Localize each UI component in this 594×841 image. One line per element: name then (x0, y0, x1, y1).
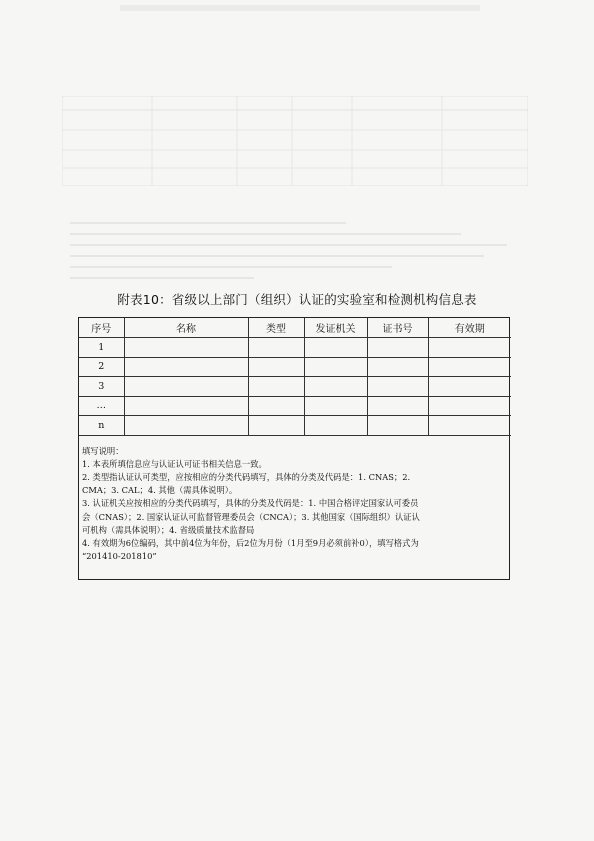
validity-cell[interactable] (428, 338, 511, 358)
note-line: 4. 有效期为6位编码，其中前4位为年份，后2位为月份（1月至9月必须前补0），填写格式为 (82, 537, 419, 548)
issuer-cell[interactable] (304, 338, 367, 358)
validity-cell[interactable] (428, 357, 511, 377)
type-cell[interactable] (248, 338, 304, 358)
table-row (79, 338, 511, 358)
col-header-index: 序号 (79, 318, 124, 338)
issuer-cell[interactable] (304, 396, 367, 416)
scan-bleed-table (62, 96, 528, 186)
note-line: CMA；3. CAL；4. 其他（需具体说明）。 (82, 485, 238, 496)
filling-instructions (79, 436, 509, 564)
type-cell[interactable] (248, 416, 304, 436)
row-index: n (79, 416, 124, 436)
col-header-cert-no: 证书号 (367, 318, 428, 338)
issuer-cell[interactable] (304, 416, 367, 436)
name-cell[interactable] (124, 416, 248, 436)
note-line: 3. 认证机关应按相应的分类代码填写，具体的分类及代码是：1. 中国合格评定国家认可委员 (82, 498, 419, 509)
validity-cell[interactable] (428, 377, 511, 397)
info-form (78, 317, 510, 580)
row-index: 2 (79, 357, 124, 377)
cert-no-cell[interactable] (367, 416, 428, 436)
note-line: “201410-201810” (82, 551, 157, 562)
col-header-validity: 有效期 (428, 318, 511, 338)
name-cell[interactable] (124, 338, 248, 358)
cert-no-cell[interactable] (367, 396, 428, 416)
page-title: 附表10：省级以上部门（组织）认证的实验室和检测机构信息表 (117, 292, 477, 307)
table-row (79, 357, 511, 377)
note-line: 可机构（需具体说明）；4. 省级质量技术监督局 (82, 524, 255, 535)
info-table (79, 318, 511, 436)
row-index: 3 (79, 377, 124, 397)
table-row (79, 377, 511, 397)
scan-bleed-text (70, 222, 530, 288)
table-row (79, 416, 511, 436)
table-row (79, 396, 511, 416)
col-header-name: 名称 (124, 318, 248, 338)
type-cell[interactable] (248, 357, 304, 377)
name-cell[interactable] (124, 357, 248, 377)
note-line: 2. 类型指认证认可类型，应按相应的分类代码填写，具体的分类及代码是：1. CNAS；2. (82, 471, 411, 482)
note-line: 会（CNAS）；2. 国家认证认可监督管理委员会（CNCA）；3. 其他国家（国际组织）认证认 (82, 511, 420, 522)
issuer-cell[interactable] (304, 377, 367, 397)
name-cell[interactable] (124, 377, 248, 397)
row-index: 1 (79, 338, 124, 358)
validity-cell[interactable] (428, 396, 511, 416)
row-index: … (79, 396, 124, 416)
scan-bleed-top (120, 5, 480, 11)
type-cell[interactable] (248, 396, 304, 416)
note-line: 1. 本表所填信息应与认证认可证书相关信息一致。 (82, 458, 267, 469)
cert-no-cell[interactable] (367, 357, 428, 377)
validity-cell[interactable] (428, 416, 511, 436)
issuer-cell[interactable] (304, 357, 367, 377)
cert-no-cell[interactable] (367, 377, 428, 397)
type-cell[interactable] (248, 377, 304, 397)
notes-heading: 填写说明： (82, 445, 124, 456)
col-header-issuer: 发证机关 (304, 318, 367, 338)
table-header-row (79, 318, 511, 338)
name-cell[interactable] (124, 396, 248, 416)
cert-no-cell[interactable] (367, 338, 428, 358)
col-header-type: 类型 (248, 318, 304, 338)
